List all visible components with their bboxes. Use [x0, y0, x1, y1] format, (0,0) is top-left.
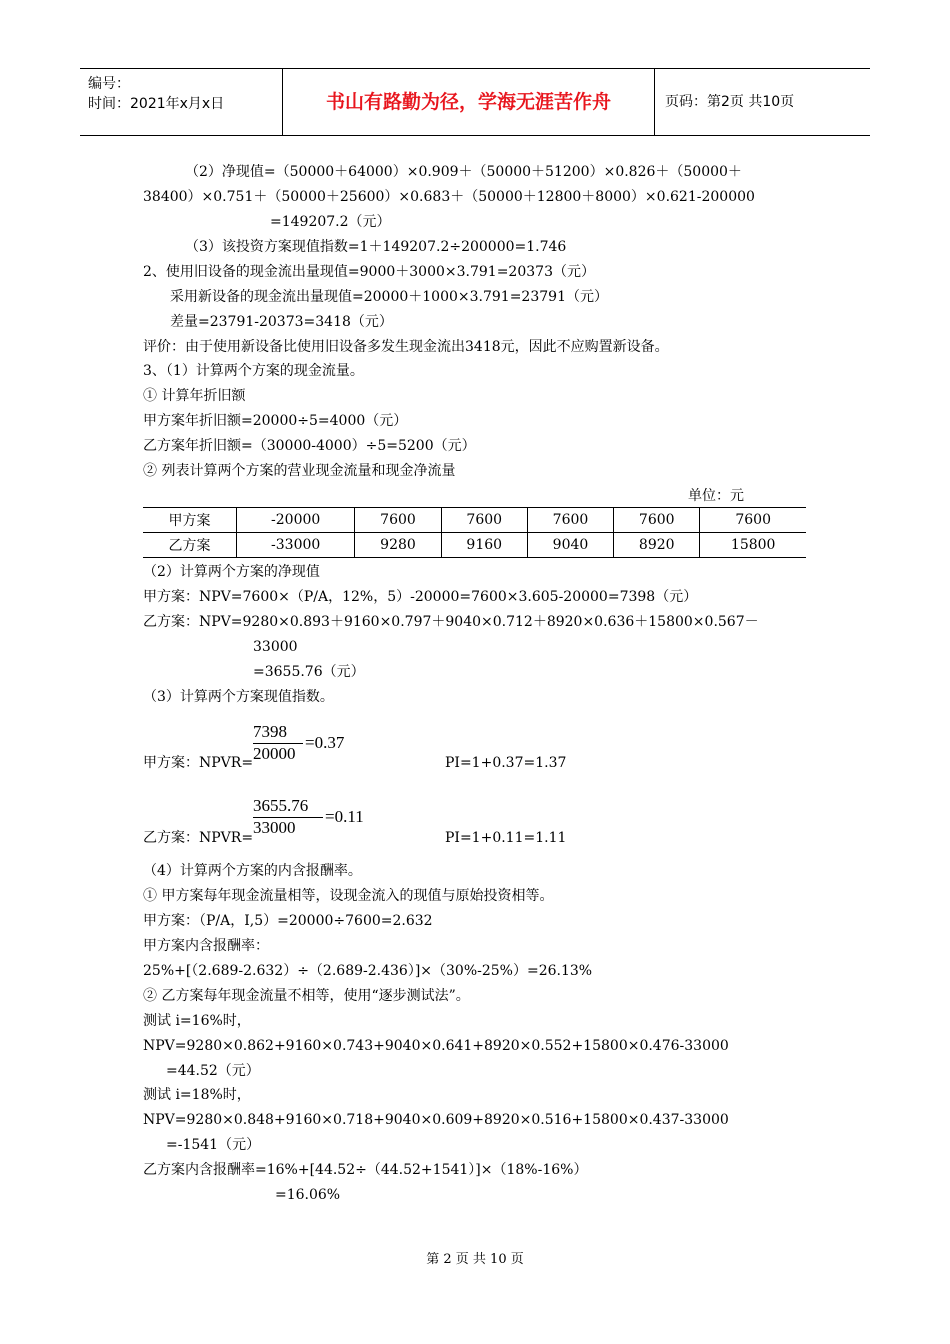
doc-number-label: 编号：: [88, 76, 130, 92]
text-line: =16.06%: [275, 1187, 341, 1203]
table-cell: 8920: [614, 533, 700, 558]
fraction-denominator: 20000: [253, 744, 296, 763]
text-line: ① 甲方案每年现金流量相等，设现金流入的现值与原始投资相等。: [143, 888, 554, 904]
text-line: 差量=23791-20373=3418（元）: [170, 314, 393, 330]
text-line: PI=1+0.37=1.37: [445, 755, 567, 771]
text-line: 25%+[（2.689-2.632）÷（2.689-2.436）]×（30%-25%）=26.13%: [143, 963, 593, 979]
fraction-result: =0.11: [325, 807, 364, 826]
fraction-result: =0.37: [305, 733, 345, 752]
table-cell: 7600: [355, 508, 441, 533]
header-motto: 书山有路勤为径，学海无涯苦作舟: [283, 69, 655, 135]
text-line: ② 列表计算两个方案的营业现金流量和现金净流量: [143, 463, 456, 479]
text-line: 乙方案内含报酬率=16%+[44.52÷（44.52+1541）]×（18%-16%）: [143, 1162, 588, 1178]
table-cell: 7600: [700, 508, 806, 533]
fraction-numerator: 3655.76: [253, 796, 309, 815]
text-line: 评价：由于使用新设备比使用旧设备多发生现金流出3418元，因此不应购置新设备。: [143, 339, 669, 355]
fraction-numerator: 7398: [253, 722, 287, 741]
header-meta: [80, 69, 283, 135]
text-line: （2）计算两个方案的净现值: [143, 564, 320, 580]
text-line: 甲方案：（P/A，I,5）=20000÷7600=2.632: [143, 913, 433, 929]
text-line: 乙方案：NPVR=: [143, 830, 254, 846]
text-line: 采用新设备的现金流出量现值=20000＋1000×3.791=23791（元）: [170, 289, 608, 305]
table-cell: 7600: [527, 508, 613, 533]
table-row: [143, 533, 806, 558]
text-line: =44.52（元）: [166, 1063, 260, 1079]
cash-flow-table: [143, 507, 806, 558]
table-unit-label: 单位：元: [688, 488, 744, 504]
table-cell: 乙方案: [143, 533, 237, 558]
page-footer: 第 2 页 共 10 页: [426, 1252, 524, 1267]
text-line: （2）净现值=（50000＋64000）×0.909＋（50000＋51200）×0.826＋（50000＋: [185, 164, 742, 180]
table-cell: 7600: [441, 508, 527, 533]
text-line: 甲方案：NPV=7600×（P/A，12%，5）-20000=7600×3.605-20000=7398（元）: [143, 589, 698, 605]
text-line: 3、（1）计算两个方案的现金流量。: [143, 363, 364, 379]
fraction-npvr-b: [253, 796, 383, 842]
table-cell: 甲方案: [143, 508, 237, 533]
text-line: 测试 i=16%时，: [143, 1013, 251, 1029]
text-line: PI=1+0.11=1.11: [445, 830, 567, 846]
text-line: NPV=9280×0.848+9160×0.718+9040×0.609+8920×0.516+15800×0.437-33000: [143, 1112, 729, 1128]
table-cell: 9040: [527, 533, 613, 558]
text-line: （3）该投资方案现值指数=1＋149207.2÷200000=1.746: [185, 239, 567, 255]
text-line: （4）计算两个方案的内含报酬率。: [143, 863, 362, 879]
fraction-npvr-a: [253, 722, 383, 768]
text-line: 38400）×0.751＋（50000＋25600）×0.683＋（50000＋12800＋8000）×0.621-200000: [143, 189, 755, 205]
table-cell: 9280: [355, 533, 441, 558]
table-cell: 15800: [700, 533, 806, 558]
text-line: 测试 i=18%时，: [143, 1087, 251, 1103]
table-cell: 9160: [441, 533, 527, 558]
table-cell: 7600: [614, 508, 700, 533]
table-cell: -20000: [237, 508, 355, 533]
page-header: [80, 68, 870, 136]
text-line: 2、使用旧设备的现金流出量现值=9000＋3000×3.791=20373（元）: [143, 264, 595, 280]
text-line: NPV=9280×0.862+9160×0.743+9040×0.641+8920×0.552+15800×0.476-33000: [143, 1038, 729, 1054]
table-cell: -33000: [237, 533, 355, 558]
text-line: ① 计算年折旧额: [143, 388, 246, 404]
table-row: [143, 508, 806, 533]
text-line: 甲方案内含报酬率：: [143, 938, 269, 954]
text-line: =-1541（元）: [166, 1137, 261, 1153]
text-line: ② 乙方案每年现金流量不相等，使用“逐步测试法”。: [143, 988, 470, 1004]
header-page-number: 页码：第2页 共10页: [665, 94, 795, 110]
fraction-denominator: 33000: [253, 818, 296, 837]
text-line: 甲方案：NPVR=: [143, 755, 254, 771]
doc-date-label: 时间：2021年x月x日: [88, 96, 225, 112]
text-line: 甲方案年折旧额=20000÷5=4000（元）: [143, 413, 408, 429]
text-line: =149207.2（元）: [270, 214, 391, 230]
text-line: 乙方案年折旧额=（30000-4000）÷5=5200（元）: [143, 438, 476, 454]
text-line: 33000: [253, 639, 298, 655]
text-line: 乙方案：NPV=9280×0.893＋9160×0.797＋9040×0.712＋8920×0.636＋15800×0.567－: [143, 614, 759, 630]
text-line: （3）计算两个方案现值指数。: [143, 689, 334, 705]
text-line: =3655.76（元）: [253, 664, 365, 680]
